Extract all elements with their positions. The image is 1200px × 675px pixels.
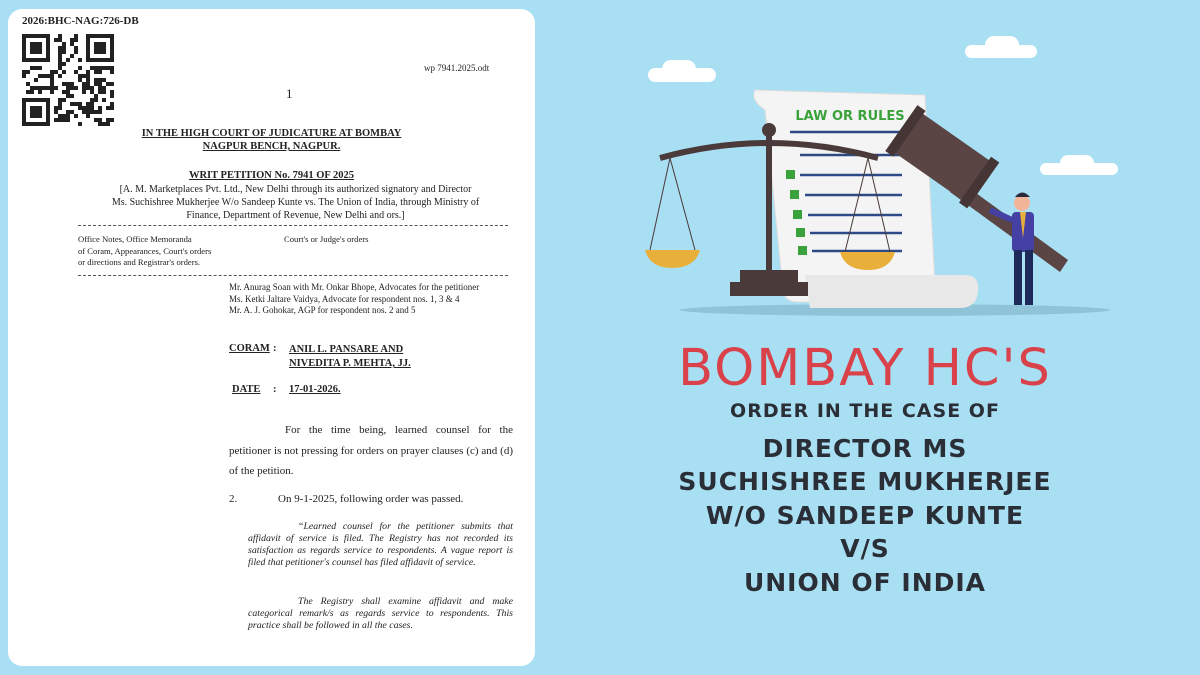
orders-header: Court's or Judge's orders bbox=[284, 234, 369, 244]
parties-line: Ms. Suchishree Mukherjee W/o Sandeep Kunte vs. The Union of India, through Ministry of bbox=[111, 197, 480, 208]
office-notes-header bbox=[78, 234, 268, 269]
quoted-order-para-1: “Learned counsel for the petitioner submits that affidavit of service is filed. The Registry has not recorded its satisfaction as regards service to respondents. A vague report is filed that petitioner's counsel has filed affidavit of service. bbox=[248, 521, 513, 568]
document-page bbox=[8, 9, 535, 666]
office-notes-line: of Coram, Appearances, Court's orders bbox=[78, 245, 212, 256]
office-notes-line: or directions and Registrar's orders. bbox=[78, 257, 201, 267]
bench-name: NAGPUR BENCH, NAGPUR. bbox=[202, 141, 341, 152]
page-number: 1 bbox=[286, 86, 293, 101]
case-identifier: 2026:BHC-NAG:726-DB bbox=[22, 15, 139, 27]
paragraph-2: On 9-1-2025, following order was passed. bbox=[278, 493, 464, 505]
coram-colon: : bbox=[273, 343, 277, 354]
parties-line: [A. M. Marketplaces Pvt. Ltd., New Delhi through its authorized signatory and Director bbox=[119, 184, 472, 195]
scroll-heading: LAW OR RULES bbox=[795, 109, 905, 124]
law-illustration bbox=[640, 70, 1120, 320]
judge-name: ANIL L. PANSARE AND bbox=[289, 344, 404, 355]
qr-code bbox=[22, 34, 114, 126]
file-reference: wp 7941.2025.odt bbox=[424, 63, 490, 73]
office-notes-line: Office Notes, Office Memoranda bbox=[78, 234, 192, 244]
coram-label: CORAM bbox=[229, 343, 270, 354]
headline-subtitle: ORDER IN THE CASE OF bbox=[730, 400, 1000, 422]
paragraph-2-number: 2. bbox=[229, 493, 238, 505]
cloud bbox=[985, 36, 1019, 54]
headline-title: BOMBAY HC'S bbox=[678, 339, 1052, 398]
headline-line: DIRECTOR MS bbox=[762, 434, 968, 463]
quoted-order-para-2: The Registry shall examine affidavit and make categorical remark/s as regards service to respondents. This practice shall be followed in all the cases. bbox=[248, 596, 513, 631]
coram-judges bbox=[289, 343, 411, 371]
judge-name: NIVEDITA P. MEHTA, JJ. bbox=[289, 358, 411, 369]
date-colon: : bbox=[273, 384, 277, 395]
petition-title: WRIT PETITION No. 7941 OF 2025 bbox=[188, 170, 355, 181]
headline-line: UNION OF INDIA bbox=[743, 568, 987, 597]
paragraph-1: For the time being, learned counsel for the petitioner is not pressing for orders on prayer clauses (c) and (d) of the petition. bbox=[229, 424, 513, 477]
divider bbox=[78, 275, 508, 276]
scroll-roll bbox=[805, 275, 978, 308]
headline-line: SUCHISHREE MUKHERJEE bbox=[678, 467, 1052, 496]
headline-line: W/O SANDEEP KUNTE bbox=[705, 501, 1025, 530]
counsel-line: Mr. Anurag Soan with Mr. Onkar Bhope, Advocates for the petitioner bbox=[229, 282, 480, 292]
counsel-line: Ms. Ketki Jaltare Vaidya, Advocate for respondent nos. 1, 3 & 4 bbox=[229, 293, 460, 304]
order-date: 17-01-2026. bbox=[289, 384, 341, 395]
court-name: IN THE HIGH COURT OF JUDICATURE AT BOMBAY bbox=[141, 128, 402, 139]
date-label: DATE bbox=[232, 384, 261, 395]
headline-line: V/S bbox=[840, 534, 890, 563]
divider bbox=[78, 225, 508, 226]
parties-block bbox=[78, 183, 513, 222]
counsel-appearances bbox=[229, 282, 512, 317]
counsel-line: Mr. A. J. Gohokar, AGP for respondent nos. 2 and 5 bbox=[229, 305, 416, 315]
parties-line: Finance, Department of Revenue, New Delhi and ors.] bbox=[186, 210, 405, 221]
